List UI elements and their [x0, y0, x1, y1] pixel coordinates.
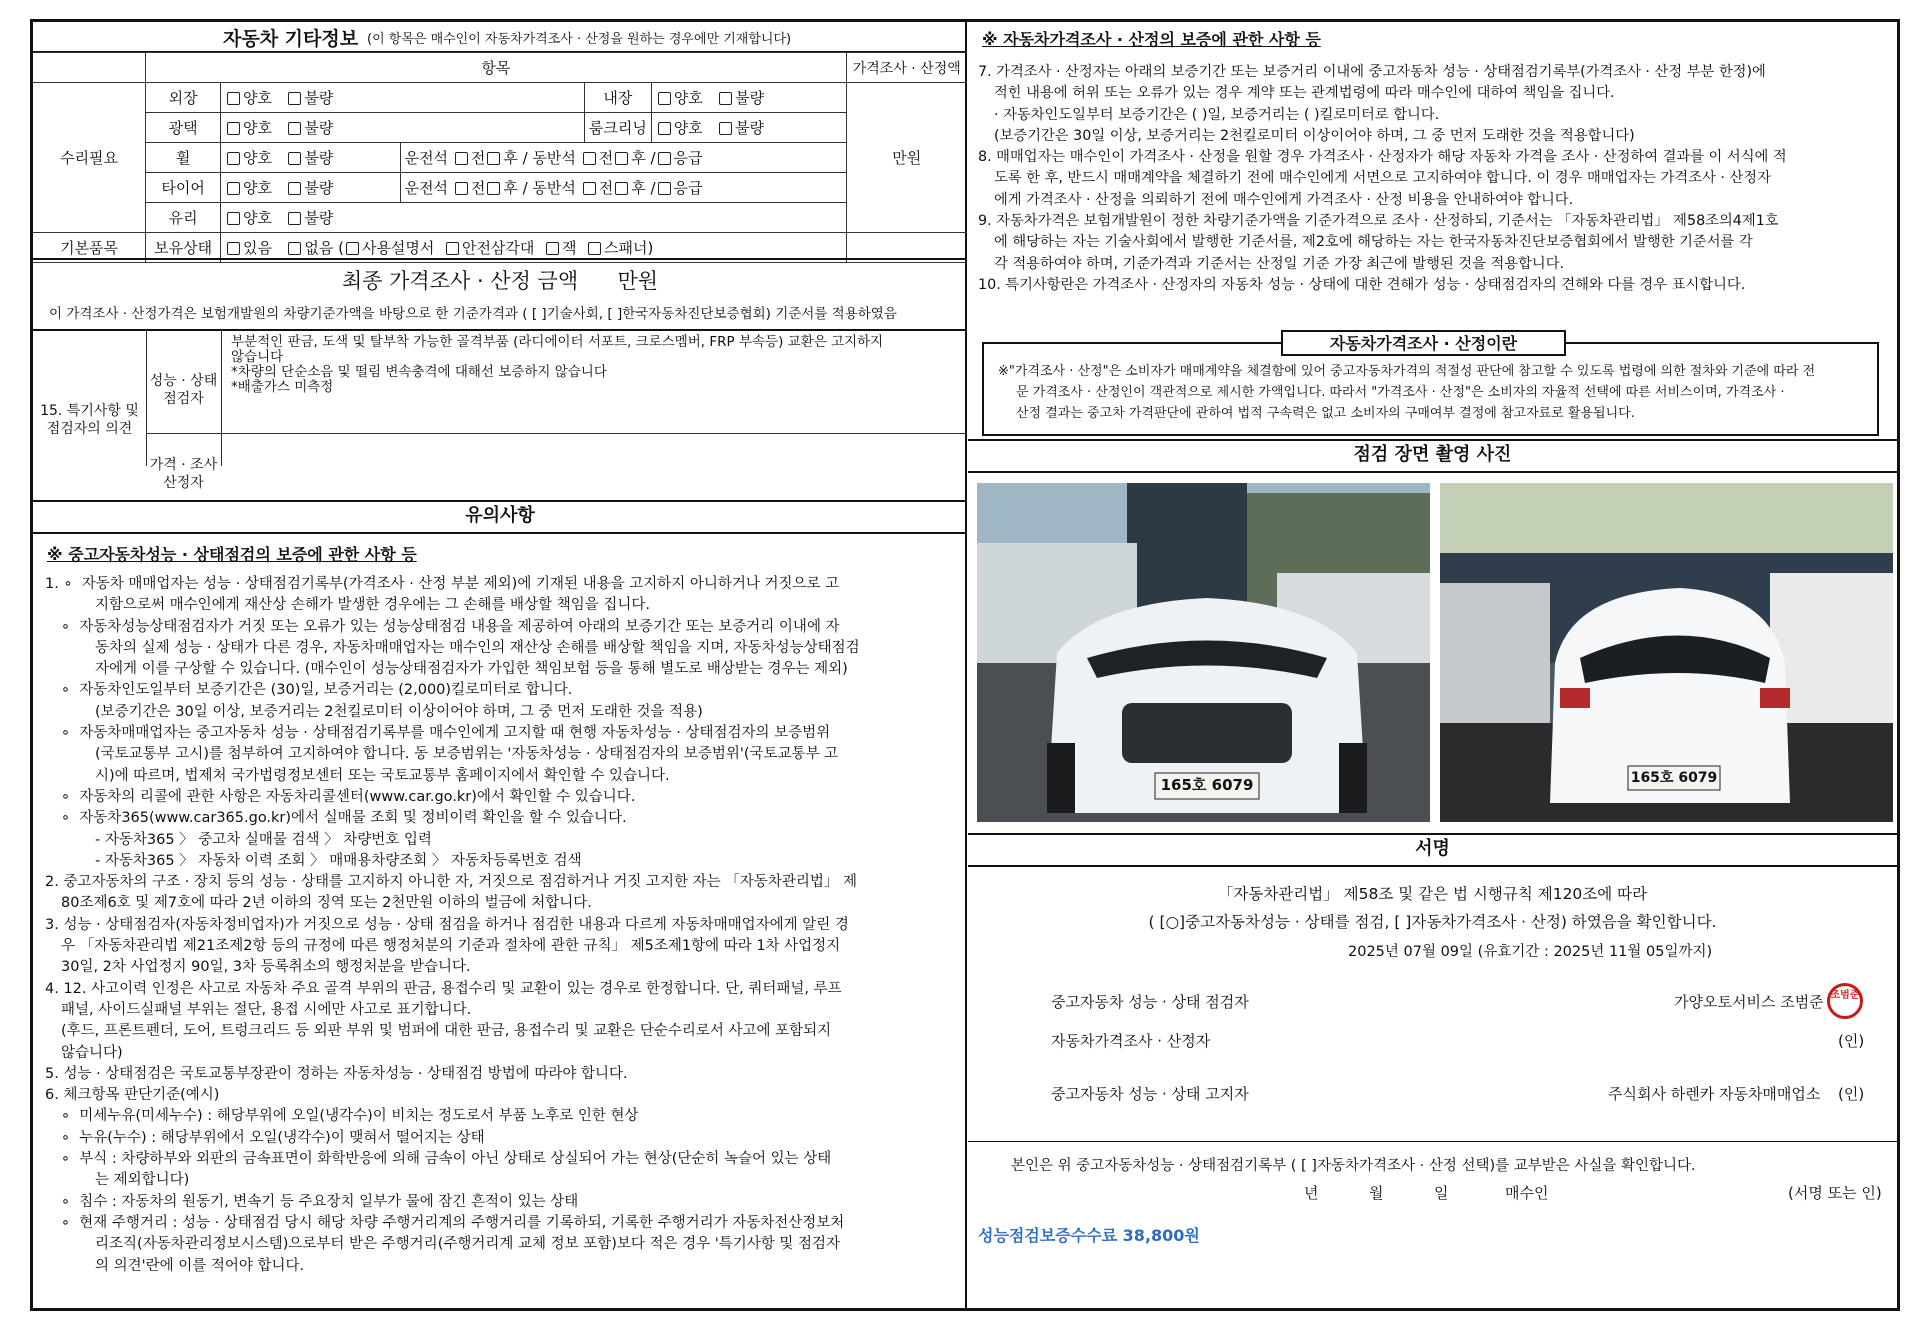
opt-good: 양호 [243, 179, 273, 197]
inspection-fee: 성능점검보증수수료 38,800원 [978, 1226, 1200, 1245]
price-unit: 만원 [846, 83, 967, 233]
glass-bad-checkbox[interactable] [288, 212, 301, 225]
receipt-day: 일 [1434, 1184, 1449, 1202]
passenger-label: 동반석 [532, 149, 576, 167]
interior-good-checkbox[interactable] [658, 92, 671, 105]
triangle-checkbox[interactable] [446, 242, 459, 255]
repair-label: 수리필요 [33, 83, 146, 233]
sign-line-1: 「자동차관리법」 제58조 및 같은 법 시행규칙 제120조에 따라 [1217, 885, 1648, 903]
opt-bad: 불량 [304, 209, 334, 227]
sign-line-2: ( [○]중고자동차성능 · 상태를 점검, [ ]자동차가격조사 · 산정) 하였음을 확인합니다. [1148, 913, 1717, 931]
notice-line: 리조직(자동차관리정보시스템)으로부터 받은 주행거리(주행거리계 교체 정보 포함)보다 적은 경우 '특기사항 및 점검자 [95, 1236, 841, 1253]
bullet: ∘ [61, 1108, 71, 1125]
notice-line: - 자동차365 〉 중고차 실매물 검색 〉 차량번호 입력 [95, 831, 432, 848]
tire-driver-rear-checkbox[interactable] [487, 182, 500, 195]
opt-bad: 불량 [304, 119, 334, 137]
etc-title: 자동차 기타정보 [223, 28, 359, 50]
receipt-sign: (서명 또는 인) [1788, 1184, 1882, 1202]
bullet: ∘ [61, 788, 71, 805]
special-opinion-3: *차량의 단순소음 및 떨림 변속충격에 대해선 보증하지 않습니다 [231, 364, 607, 380]
inspector-col-label-1: 성능 · 상태 [149, 373, 218, 389]
inspection-record-page [30, 19, 1900, 1311]
emergency-label: 응급 [673, 179, 703, 197]
tire-passenger-rear-checkbox[interactable] [615, 182, 628, 195]
has-checkbox[interactable] [227, 242, 240, 255]
notice-line: 6. 체크항목 판단기준(예시) [45, 1087, 220, 1104]
jack-checkbox[interactable] [546, 242, 559, 255]
notice-line: 2. 중고자동차의 구조 · 장치 등의 성능 · 상태를 고지하지 아니한 자, 거짓으로 점검하거나 거짓 고지한 자는 「자동차관리법」 제 [45, 874, 857, 891]
bullet: ∘ [61, 810, 71, 827]
guarantee-line: 9. 자동차가격은 보험개발원이 정한 차량기준가액을 기준가격으로 조사 · 산정하되, 기준서는 「자동차관리법」 제58조의4제1호 [978, 213, 1779, 230]
gloss-bad-checkbox[interactable] [288, 122, 301, 135]
bullet: ∘ [61, 725, 71, 742]
passenger-label: 동반석 [532, 179, 576, 197]
notice-line: 80조제6호 및 제7호에 따라 2년 이하의 징역 또는 2천만원 이하의 벌금에 처합니다. [61, 895, 592, 912]
bullet: ∘ [61, 1129, 71, 1146]
driver-label: 운전석 [404, 179, 449, 197]
notice-line: (후드, 프론트펜더, 도어, 트렁크리드 등 외판 부위 및 범퍼에 대한 판금, 용접수리 및 교환은 단순수리로서 사고에 포함되지 [61, 1023, 832, 1040]
notice-line: 누유(누수) : 해당부위에서 오일(냉각수)이 맺혀서 떨어지는 상태 [79, 1129, 485, 1146]
wheel-driver-rear-checkbox[interactable] [487, 152, 500, 165]
emergency-label: 응급 [673, 149, 703, 167]
appraiser-seal: (인) [1838, 1032, 1865, 1050]
special-label-2: 점검자의 의견 [46, 421, 133, 437]
tire-passenger-front-checkbox[interactable] [583, 182, 596, 195]
room-good-checkbox[interactable] [658, 122, 671, 135]
opt-good: 양호 [673, 89, 703, 107]
notifier-seal: (인) [1838, 1085, 1865, 1103]
notice-line: 자동차인도일부터 보증기간은 (30)일, 보증거리는 (2,000)킬로미터로 합니다. [79, 682, 573, 699]
photo-title: 점검 장면 촬영 사진 [1353, 444, 1512, 465]
opt-bad: 불량 [304, 179, 334, 197]
glass-good-checkbox[interactable] [227, 212, 240, 225]
row-glass: 유리 [146, 203, 221, 233]
appraiser-label: 자동차가격조사 · 산정자 [1051, 1032, 1211, 1050]
manual-label: 사용설명서 [361, 239, 435, 257]
bullet: ∘ [61, 682, 71, 699]
rear-label: 후 / [631, 149, 656, 167]
special-label-1: 15. 특기사항 및 [40, 403, 139, 419]
receipt-line: 본인은 위 중고자동차성능 · 상태점검기록부 ( [ ]자동차가격조사 · 산정 선택)를 교부받은 사실을 확인합니다. [1011, 1158, 1696, 1174]
guarantee-line: 에 해당하는 자는 기술사회에서 발행한 기준서를, 제2호에 해당하는 자는 한국자동차진단보증협회에서 발행한 기준서를 각 [994, 234, 1753, 251]
notice-line: 동차의 실제 성능 · 상태가 다른 경우, 자동차매매업자는 매수인의 재산상 손해를 배상할 책임을 지며, 자동차성능상태점검 [95, 639, 860, 656]
notice-prefix: 1. ∘ [45, 576, 73, 592]
wheel-driver-front-checkbox[interactable] [455, 152, 468, 165]
final-price-row [33, 268, 967, 294]
final-price-unit: 만원 [617, 269, 659, 293]
appraiser-col-label-1: 가격 · 조사 [149, 457, 218, 473]
front-plate: 165호 6079 [1160, 776, 1254, 794]
notice-line: 3. 성능 · 상태점검자(자동차정비업자)가 거짓으로 성능 · 상태 점검을 하거나 점검한 내용과 다르게 자동차매매업자에게 알린 경 [45, 916, 849, 933]
inspector-stamp: 조범준 [1827, 983, 1863, 1019]
opt-good: 양호 [673, 119, 703, 137]
notice-line: 우 「자동차관리법 제21조제2항 등의 규정에 따른 행정처분의 기준과 절차에 관한 규칙」 제5조제1항에 따라 1차 사업정지 [61, 938, 841, 955]
notice-line: 부식 : 차량하부와 외판의 금속표면이 화학반응에 의해 금속이 아닌 상태로 상실되어 가는 현상(단순히 녹슬어 있는 상태 [79, 1151, 832, 1168]
notice-line: 자에게 이를 구상할 수 있습니다. (매수인이 성능상태점검자가 가입한 책임보험 등을 통해 별도로 배상받는 경우는 제외) [95, 661, 848, 678]
row-tire: 타이어 [146, 173, 221, 203]
exterior-bad-checkbox[interactable] [288, 92, 301, 105]
guarantee-line: · 자동차인도일부터 보증기간은 ( )일, 보증거리는 ( )킬로미터로 합니다. [994, 106, 1440, 123]
row-room: 룸크리닝 [584, 113, 651, 143]
has-label: 있음 [243, 239, 273, 257]
sign-date: 2025년 07월 09일 (유효기간 : 2025년 11월 05일까지) [1348, 944, 1713, 960]
row-wheel: 휠 [146, 143, 221, 173]
front-label: 전 [470, 149, 486, 167]
right-column [968, 22, 1897, 1308]
special-opinion-2: 않습니다 [231, 349, 284, 365]
driver-label: 운전석 [404, 149, 449, 167]
sign-title: 서명 [1415, 838, 1450, 859]
hdr-item: 항목 [146, 53, 846, 83]
receipt-buyer: 매수인 [1505, 1184, 1549, 1202]
notifier-name: 주식회사 하렌카 자동차매매업소 [1608, 1085, 1821, 1103]
tire-driver-front-checkbox[interactable] [455, 182, 468, 195]
price-definition-title: 자동차가격조사 · 산정이란 [1281, 330, 1566, 356]
front-label: 전 [470, 179, 486, 197]
definition-line-2: 문 가격조사 · 산정인이 객관적으로 제시한 가액입니다. 따라서 "가격조사 · 산정"은 소비자의 자율적 선택에 따른 서비스이며, 가격조사 · [1016, 385, 1785, 400]
special-opinion-4: *배출가스 미측정 [231, 379, 334, 395]
opt-bad: 불량 [735, 119, 765, 137]
notice-line: 시)에 따르며, 법제처 국가법령정보센터 또는 국토교통부 홈페이지에서 확인할 수 있습니다. [95, 767, 670, 784]
opt-good: 양호 [243, 209, 273, 227]
price-guarantee-list [978, 62, 1787, 296]
wheel-passenger-front-checkbox[interactable] [583, 152, 596, 165]
bullet: ∘ [61, 1151, 71, 1168]
hdr-price: 가격조사 · 산정액 [846, 53, 967, 83]
notice-line: 침수 : 자동차의 원동기, 변속기 등 주요장치 일부가 물에 잠긴 흔적이 있는 상태 [79, 1193, 579, 1210]
spanner-label: 스패너) [604, 239, 654, 257]
inspection-photo-front [977, 483, 1430, 822]
none-label: 없음 ( [304, 239, 344, 257]
notice-line: 지함으로써 매수인에게 재산상 손해가 발생한 경우에는 그 손해를 배상할 책임을 집니다. [95, 597, 650, 614]
row-interior: 내장 [584, 83, 651, 113]
rear-label: 후 / [503, 149, 528, 167]
receipt-year: 년 [1304, 1184, 1319, 1202]
notice-line: 패널, 사이드실패널 부위는 절단, 용접 시에만 사고로 표기합니다. [61, 1001, 472, 1018]
notice-line: 미세누유(미세누수) : 해당부위에 오일(냉각수)이 비치는 정도로서 부품 노후로 인한 현상 [79, 1108, 639, 1125]
appraiser-col-label-2: 산정자 [163, 475, 204, 491]
guarantee-line: 도록 한 후, 반드시 매매계약을 체결하기 전에 매수인에게 서면으로 고지하여야 합니다. 이 경우 매매업자는 가격조사 · 산정자 [994, 170, 1771, 187]
inspector-label: 중고자동차 성능 · 상태 점검자 [1051, 993, 1249, 1011]
opt-bad: 불량 [304, 89, 334, 107]
opt-bad: 불량 [304, 149, 334, 167]
definition-line-1: ※"가격조사 · 산정"은 소비자가 매매계약을 체결함에 있어 중고자동차가격의 적절성 판단에 참고할 수 있도록 법령에 의한 절차와 기준에 따라 전 [998, 364, 1816, 379]
inspector-col-label-2: 점검자 [163, 391, 204, 407]
wheel-passenger-rear-checkbox[interactable] [615, 152, 628, 165]
interior-bad-checkbox[interactable] [719, 92, 732, 105]
notice-heading: ※ 중고자동차성능 · 상태점검의 보증에 관한 사항 등 [47, 545, 417, 564]
notice-line: 의 의견'란에 이를 적어야 합니다. [95, 1257, 305, 1274]
bullet: ∘ [61, 1193, 71, 1210]
final-price-label: 최종 가격조사 · 산정 금액 [341, 269, 579, 293]
gloss-good-checkbox[interactable] [227, 122, 240, 135]
guarantee-line: 에게 가격조사 · 산정을 의뢰하기 전에 매수인에게 가격조사 · 산정 비용을 안내하여야 합니다. [994, 191, 1574, 208]
rear-label: 후 / [503, 179, 528, 197]
spanner-checkbox[interactable] [588, 242, 601, 255]
notice-line: 4. 12. 사고이력 인정은 사고로 자동차 주요 골격 부위의 판금, 용접수리 및 교환이 있는 경우로 한정합니다. 단, 쿼터패널, 루프 [45, 980, 842, 997]
left-column [33, 22, 967, 1308]
notice-line: 자동차 매매업자는 성능 · 상태점검기록부(가격조사 · 산정 부분 제외)에 기재된 내용을 고지하지 아니하거나 거짓으로 고 [81, 576, 840, 592]
front-car-image [977, 483, 1430, 822]
final-price-note: 이 가격조사 · 산정가격은 보험개발원의 차량기준가액을 바탕으로 한 기준가격과 ( [ ]기술사회, [ ]한국자동차진단보증협회) 기준서를 적용하였음 [49, 306, 897, 322]
row-owned: 보유상태 [146, 233, 221, 263]
notice-title: 유의사항 [465, 505, 535, 526]
receipt-month: 월 [1369, 1184, 1384, 1202]
front-label: 전 [598, 179, 614, 197]
opt-bad: 불량 [735, 89, 765, 107]
inspection-photo-rear [1440, 483, 1893, 822]
notice-line: 현재 주행거리 : 성능 · 상태점검 당시 해당 차량 주행거리계의 주행거리를 기록하되, 기록한 주행거리가 자동차전산정보처 [79, 1214, 845, 1231]
exterior-good-checkbox[interactable] [227, 92, 240, 105]
front-label: 전 [598, 149, 614, 167]
jack-label: 잭 [561, 239, 577, 257]
notice-line: - 자동차365 〉 자동차 이력 조회 〉 매매용차량조회 〉 자동차등록번호 검색 [95, 852, 582, 869]
guarantee-line: 각 적용하여야 하며, 기준가격과 기준서는 산정일 기준 가장 최근에 발행된 것을 적용합니다. [994, 255, 1565, 272]
triangle-label: 안전삼각대 [461, 239, 535, 257]
opt-good: 양호 [243, 89, 273, 107]
none-checkbox[interactable] [288, 242, 301, 255]
notifier-label: 중고자동차 성능 · 상태 고지자 [1051, 1085, 1249, 1103]
notice-line: 자동차의 리콜에 관한 사항은 자동차리콜센터(www.car.go.kr)에서 확인할 수 있습니다. [79, 788, 636, 805]
etc-info-table [33, 52, 967, 263]
notice-line: (국토교통부 고시)를 첨부하여 고지하여야 합니다. 동 보증범위는 '자동차성능 · 상태점검자의 보증범위'(국토교통부 고 [95, 746, 839, 763]
tire-bad-checkbox[interactable] [288, 182, 301, 195]
manual-checkbox[interactable] [346, 242, 359, 255]
tire-emergency-checkbox[interactable] [658, 182, 671, 195]
price-guarantee-heading: ※ 자동차가격조사 · 산정의 보증에 관한 사항 등 [982, 30, 1321, 49]
opt-good: 양호 [243, 119, 273, 137]
notice-line: 않습니다) [61, 1044, 123, 1061]
guarantee-line: 7. 가격조사 · 산정자는 아래의 보증기간 또는 보증거리 이내에 중고자동차 성능 · 상태점검기록부(가격조사 · 산정 부분 한정)에 [978, 64, 1766, 80]
wheel-good-checkbox[interactable] [227, 152, 240, 165]
guarantee-line: (보증기간은 30일 이상, 보증거리는 2천킬로미터 이상이어야 하며, 그 중 먼저 도래한 것을 적용합니다) [994, 127, 1635, 144]
row-gloss: 광택 [146, 113, 221, 143]
room-bad-checkbox[interactable] [719, 122, 732, 135]
etc-title-note: (이 항목은 매수인이 자동차가격조사 · 산정을 원하는 경우에만 기재합니다) [367, 32, 792, 47]
notice-line: 자동차성능상태점검자가 거짓 또는 오류가 있는 성능상태점검 내용을 제공하여 아래의 보증기간 또는 보증거리 이내에 자 [79, 618, 840, 635]
notice-line: 는 제외합니다) [95, 1172, 190, 1189]
opt-good: 양호 [243, 149, 273, 167]
notice-line: (보증기간은 30일 이상, 보증거리는 2천킬로미터 이상이어야 하며, 그 중 먼저 도래한 것을 적용) [95, 703, 703, 720]
notice-line: 30일, 2차 사업정지 90일, 3차 등록취소의 행정처분을 받습니다. [61, 959, 471, 976]
notice-line: 5. 성능 · 상태점검은 국토교통부장관이 정하는 자동차성능 · 상태점검 방법에 따라야 합니다. [45, 1065, 628, 1082]
notice-line: 자동차매매업자는 중고자동차 성능 · 상태점검기록부를 매수인에게 고지할 때 현행 자동차성능 · 상태점검자의 보증범위 [79, 725, 831, 742]
special-opinion-1: 부분적인 판금, 도색 및 탈부착 가능한 골격부품 (라디에이터 서포트, 크로스멤버, FRP 부속등) 교환은 고지하지 [231, 334, 884, 350]
guarantee-line: 10. 특기사항란은 가격조사 · 산정자의 자동차 성능 · 상태에 대한 견해가 성능 · 상태점검자의 견해와 다를 경우 표시합니다. [978, 276, 1746, 293]
rear-plate: 165호 6079 [1630, 770, 1718, 786]
tire-good-checkbox[interactable] [227, 182, 240, 195]
wheel-emergency-checkbox[interactable] [658, 152, 671, 165]
guarantee-line: 적힌 내용에 허위 또는 오류가 있는 경우 계약 또는 관계법령에 따라 매수인에 대하여 책임을 집니다. [994, 85, 1615, 102]
notice-line: 자동차365(www.car365.go.kr)에서 실매물 조회 및 정비이력 확인을 할 수 있습니다. [79, 810, 627, 827]
guarantee-line: 8. 매매업자는 매수인이 가격조사 · 산정을 원할 경우 가격조사 · 산정자가 해당 자동차 가격을 조사 · 산정하여 결과를 이 서식에 적 [978, 149, 1787, 166]
notice-list [45, 574, 960, 1277]
bullet: ∘ [61, 618, 71, 635]
wheel-bad-checkbox[interactable] [288, 152, 301, 165]
row-exterior: 외장 [146, 83, 221, 113]
basic-label: 기본품목 [33, 233, 146, 263]
inspector-name: 가양오토서비스 조범준 [1674, 993, 1824, 1011]
rear-label: 후 / [631, 179, 656, 197]
definition-line-3: 산정 결과는 중고차 가격판단에 관하여 법적 구속력은 없고 소비자의 구매여부 결정에 참고자료로 활용됩니다. [1016, 406, 1635, 421]
bullet: ∘ [61, 1214, 71, 1231]
